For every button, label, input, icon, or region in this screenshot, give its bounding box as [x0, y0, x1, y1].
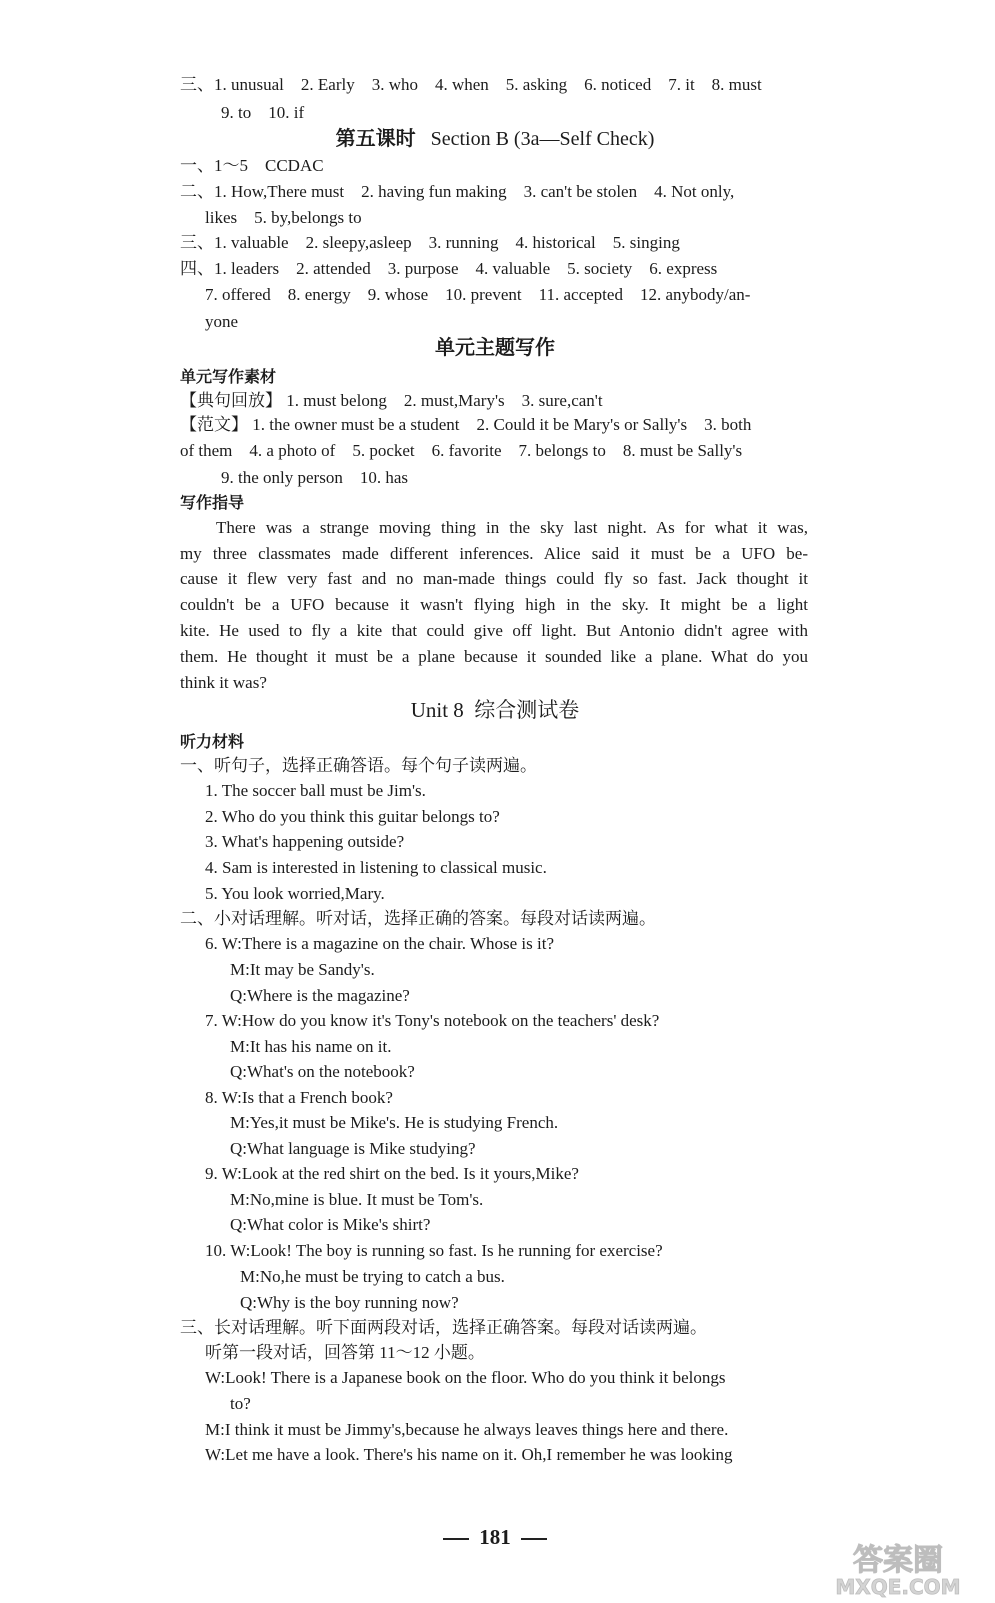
listening-material-heading: 听力材料: [180, 732, 245, 751]
instruction-line: 听第一段对话，回答第 11～12 小题。: [205, 1343, 485, 1362]
dialogue-line: M:I think it must be Jimmy's,because he always leaves things here and there.: [205, 1420, 729, 1439]
section-line: 一、听句子，选择正确答语。每个句子读两遍。: [180, 756, 537, 775]
watermark-logo: [812, 1540, 990, 1598]
dialogue-line: 8. W:Is that a French book?: [205, 1088, 393, 1107]
essay-line: think it was?: [180, 673, 267, 692]
section-line: 三、长对话理解。听下面两段对话，选择正确答案。每段对话读两遍。: [180, 1318, 707, 1337]
answer-line: 三、1. valuable 2. sleepy,asleep 3. running 4. historical 5. singing: [180, 233, 680, 252]
dialogue-line: W:Let me have a look. There's his name on it. Oh,I remember he was looking: [205, 1445, 733, 1464]
dialogue-line: 7. W:How do you know it's Tony's notebook on the teachers' desk?: [205, 1011, 660, 1030]
dialogue-line: W:Look! There is a Japanese book on the floor. Who do you think it belongs: [205, 1368, 726, 1387]
answer-line: 一、1～5 CCDAC: [180, 156, 324, 175]
dialogue-line: Q:What's on the notebook?: [230, 1062, 415, 1081]
unit-test-heading-en: Unit 8: [410, 698, 464, 722]
dialogue-line: M:No,mine is blue. It must be Tom's.: [230, 1190, 484, 1209]
dialogue-line: 10. W:Look! The boy is running so fast. Is he running for exercise?: [205, 1241, 663, 1260]
listening-line: 1. The soccer ball must be Jim's.: [205, 781, 426, 800]
answer-line: 7. offered 8. energy 9. whose 10. prevent 11. accepted 12. anybody/an-: [205, 285, 751, 304]
lesson-heading: [180, 125, 810, 153]
answer-line: yone: [205, 312, 239, 331]
page-number-text: 181: [479, 1525, 511, 1549]
dialogue-line: 9. W:Look at the red shirt on the bed. Is it yours,Mike?: [205, 1164, 579, 1183]
writing-material-heading: 单元写作素材: [180, 367, 277, 386]
dialogue-line: M:No,he must be trying to catch a bus.: [240, 1267, 505, 1286]
listening-line: 3. What's happening outside?: [205, 832, 405, 851]
page-number: [420, 1525, 570, 1550]
watermark-logo-graphic: [812, 1540, 990, 1598]
dialogue-line: M:Yes,it must be Mike's. He is studying French.: [230, 1113, 559, 1132]
answer-line: of them 4. a photo of 5. pocket 6. favorite 7. belongs to 8. must be Sally's: [180, 441, 743, 460]
section-line: 二、小对话理解。听对话，选择正确的答案。每段对话读两遍。: [180, 909, 656, 928]
essay-line: cause it flew very fast and no man-made things could fly so fast. Jack thought it: [180, 569, 808, 588]
lesson-heading-cn: 第五课时: [335, 128, 416, 150]
lesson-heading-en: Section B (3a—Self Check): [430, 128, 655, 150]
answer-line: 四、1. leaders 2. attended 3. purpose 4. valuable 5. society 6. express: [180, 259, 718, 278]
essay-line: couldn't be a UFO because it wasn't flying high in the sky. It might be a light: [180, 595, 808, 614]
dialogue-line: Q:Why is the boy running now?: [240, 1293, 459, 1312]
essay-line: them. He thought it must be a plane because it sounded like a plane. What do you: [180, 647, 808, 666]
answer-line: 【范文】 1. the owner must be a student 2. Could it be Mary's or Sally's 3. both: [180, 415, 752, 434]
svg-text:MXQE.COM: MXQE.COM: [835, 1575, 961, 1598]
essay-line: There was a strange moving thing in the sky last night. As for what it was,: [216, 518, 808, 537]
writing-guide-heading: 写作指导: [180, 493, 245, 512]
dialogue-line: Q:What color is Mike's shirt?: [230, 1215, 431, 1234]
unit-writing-heading: 单元主题写作: [435, 337, 555, 359]
listening-line: 4. Sam is interested in listening to classical music.: [205, 858, 547, 877]
dialogue-line: Q:Where is the magazine?: [230, 986, 410, 1005]
answer-line: 【典句回放】 1. must belong 2. must,Mary's 3. sure,can't: [180, 391, 603, 410]
page-number-dash-right: [521, 1538, 547, 1540]
unit-test-heading-cn: 综合测试卷: [474, 698, 580, 722]
dialogue-line: M:It has his name on it.: [230, 1037, 392, 1056]
essay-line: my three classmates made different inferences. Alice said it must be a UFO be-: [180, 544, 808, 563]
svg-text:答案圈: 答案圈: [853, 1543, 943, 1578]
answer-line: 三、1. unusual 2. Early 3. who 4. when 5. asking 6. noticed 7. it 8. must: [180, 75, 762, 94]
unit-test-heading: [180, 695, 810, 725]
essay-line: kite. He used to fly a kite that could give off light. But Antonio didn't agree with: [180, 621, 808, 640]
page-number-dash-left: [443, 1538, 469, 1540]
dialogue-line: to?: [230, 1394, 251, 1413]
listening-line: 2. Who do you think this guitar belongs to?: [205, 807, 500, 826]
answer-line: 9. the only person 10. has: [221, 468, 408, 487]
answer-line: 9. to 10. if: [221, 103, 305, 122]
dialogue-line: Q:What language is Mike studying?: [230, 1139, 476, 1158]
answer-line: likes 5. by,belongs to: [205, 208, 362, 227]
dialogue-line: M:It may be Sandy's.: [230, 960, 375, 979]
dialogue-line: 6. W:There is a magazine on the chair. Whose is it?: [205, 934, 555, 953]
listening-line: 5. You look worried,Mary.: [205, 884, 385, 903]
answer-line: 二、1. How,There must 2. having fun making 3. can't be stolen 4. Not only,: [180, 182, 735, 201]
